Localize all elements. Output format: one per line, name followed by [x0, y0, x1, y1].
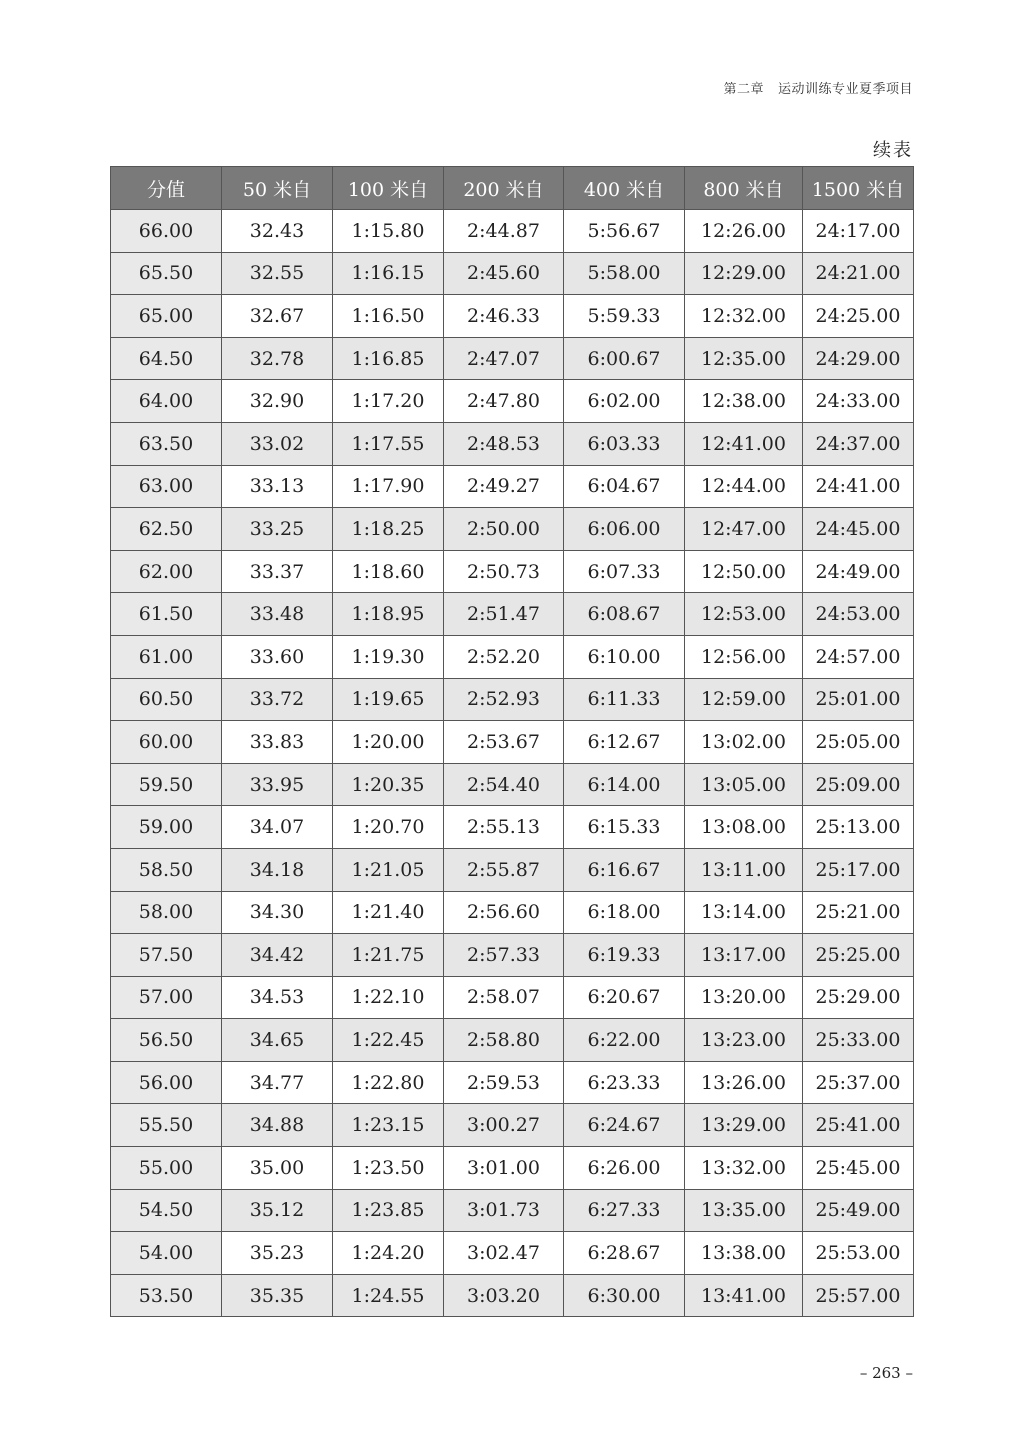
time-cell: 34.53 — [222, 976, 333, 1019]
score-cell: 60.00 — [111, 721, 222, 764]
time-cell: 12:47.00 — [685, 508, 803, 551]
table-row — [111, 1061, 914, 1104]
time-cell: 25:01.00 — [803, 678, 914, 721]
time-cell: 2:47.07 — [444, 337, 564, 380]
table-row — [111, 763, 914, 806]
table-row — [111, 465, 914, 508]
time-cell: 6:08.67 — [564, 593, 685, 636]
time-cell: 3:01.00 — [444, 1147, 564, 1190]
time-cell: 6:19.33 — [564, 934, 685, 977]
time-cell: 6:04.67 — [564, 465, 685, 508]
time-cell: 24:53.00 — [803, 593, 914, 636]
time-cell: 33.72 — [222, 678, 333, 721]
time-cell: 1:17.90 — [333, 465, 444, 508]
score-cell: 62.50 — [111, 508, 222, 551]
time-cell: 2:47.80 — [444, 380, 564, 423]
time-cell: 32.43 — [222, 210, 333, 253]
time-cell: 12:59.00 — [685, 678, 803, 721]
time-cell: 1:18.95 — [333, 593, 444, 636]
column-header: 50 米自 — [222, 167, 333, 210]
time-cell: 1:22.10 — [333, 976, 444, 1019]
table-row — [111, 721, 914, 764]
table-row — [111, 422, 914, 465]
time-cell: 2:45.60 — [444, 252, 564, 295]
time-cell: 1:19.65 — [333, 678, 444, 721]
time-cell: 25:17.00 — [803, 848, 914, 891]
time-cell: 33.13 — [222, 465, 333, 508]
time-cell: 34.65 — [222, 1019, 333, 1062]
score-cell: 62.00 — [111, 550, 222, 593]
time-cell: 2:59.53 — [444, 1061, 564, 1104]
time-cell: 6:27.33 — [564, 1189, 685, 1232]
table-row — [111, 635, 914, 678]
time-cell: 33.25 — [222, 508, 333, 551]
score-cell: 57.00 — [111, 976, 222, 1019]
time-cell: 6:15.33 — [564, 806, 685, 849]
time-cell: 6:10.00 — [564, 635, 685, 678]
time-cell: 34.30 — [222, 891, 333, 934]
time-cell: 2:52.20 — [444, 635, 564, 678]
score-cell: 64.50 — [111, 337, 222, 380]
time-cell: 6:03.33 — [564, 422, 685, 465]
time-cell: 6:24.67 — [564, 1104, 685, 1147]
column-header: 200 米自 — [444, 167, 564, 210]
score-cell: 56.50 — [111, 1019, 222, 1062]
time-cell: 13:32.00 — [685, 1147, 803, 1190]
score-cell: 55.50 — [111, 1104, 222, 1147]
table-row — [111, 934, 914, 977]
time-cell: 2:50.00 — [444, 508, 564, 551]
table-body — [111, 210, 914, 1317]
time-cell: 25:05.00 — [803, 721, 914, 764]
time-cell: 2:56.60 — [444, 891, 564, 934]
time-cell: 1:23.15 — [333, 1104, 444, 1147]
time-cell: 13:02.00 — [685, 721, 803, 764]
score-cell: 61.00 — [111, 635, 222, 678]
time-cell: 12:35.00 — [685, 337, 803, 380]
column-header: 800 米自 — [685, 167, 803, 210]
score-cell: 58.50 — [111, 848, 222, 891]
score-cell: 66.00 — [111, 210, 222, 253]
time-cell: 1:20.70 — [333, 806, 444, 849]
time-cell: 13:14.00 — [685, 891, 803, 934]
page-number: – 263 – — [859, 1364, 913, 1382]
time-cell: 13:17.00 — [685, 934, 803, 977]
time-cell: 2:55.87 — [444, 848, 564, 891]
score-cell: 65.00 — [111, 295, 222, 338]
time-cell: 25:57.00 — [803, 1274, 914, 1317]
time-cell: 6:18.00 — [564, 891, 685, 934]
table-row — [111, 806, 914, 849]
time-cell: 13:23.00 — [685, 1019, 803, 1062]
time-cell: 32.55 — [222, 252, 333, 295]
table-header-row — [111, 167, 914, 210]
time-cell: 2:53.67 — [444, 721, 564, 764]
score-cell: 54.00 — [111, 1232, 222, 1275]
table-row — [111, 1274, 914, 1317]
time-cell: 2:54.40 — [444, 763, 564, 806]
time-cell: 35.12 — [222, 1189, 333, 1232]
table-row — [111, 1232, 914, 1275]
time-cell: 2:58.07 — [444, 976, 564, 1019]
time-cell: 6:02.00 — [564, 380, 685, 423]
time-cell: 6:07.33 — [564, 550, 685, 593]
time-cell: 2:51.47 — [444, 593, 564, 636]
time-cell: 13:41.00 — [685, 1274, 803, 1317]
score-cell: 61.50 — [111, 593, 222, 636]
time-cell: 3:02.47 — [444, 1232, 564, 1275]
time-cell: 1:20.35 — [333, 763, 444, 806]
table-row — [111, 550, 914, 593]
time-cell: 1:21.75 — [333, 934, 444, 977]
time-cell: 1:16.50 — [333, 295, 444, 338]
table-row — [111, 1019, 914, 1062]
time-cell: 12:26.00 — [685, 210, 803, 253]
time-cell: 1:16.15 — [333, 252, 444, 295]
time-cell: 12:29.00 — [685, 252, 803, 295]
score-cell: 58.00 — [111, 891, 222, 934]
time-cell: 3:03.20 — [444, 1274, 564, 1317]
score-cell: 57.50 — [111, 934, 222, 977]
time-cell: 12:56.00 — [685, 635, 803, 678]
score-cell: 65.50 — [111, 252, 222, 295]
time-cell: 1:15.80 — [333, 210, 444, 253]
time-cell: 25:45.00 — [803, 1147, 914, 1190]
score-cell: 53.50 — [111, 1274, 222, 1317]
table-row — [111, 678, 914, 721]
time-cell: 12:41.00 — [685, 422, 803, 465]
time-cell: 1:22.80 — [333, 1061, 444, 1104]
time-cell: 34.88 — [222, 1104, 333, 1147]
column-header: 1500 米自 — [803, 167, 914, 210]
time-cell: 2:52.93 — [444, 678, 564, 721]
time-cell: 25:37.00 — [803, 1061, 914, 1104]
time-cell: 34.07 — [222, 806, 333, 849]
time-cell: 34.77 — [222, 1061, 333, 1104]
time-cell: 24:21.00 — [803, 252, 914, 295]
time-cell: 6:14.00 — [564, 763, 685, 806]
time-cell: 12:32.00 — [685, 295, 803, 338]
time-cell: 1:23.50 — [333, 1147, 444, 1190]
column-header: 分值 — [111, 167, 222, 210]
score-cell: 56.00 — [111, 1061, 222, 1104]
time-cell: 3:00.27 — [444, 1104, 564, 1147]
table-row — [111, 891, 914, 934]
time-cell: 13:29.00 — [685, 1104, 803, 1147]
table-row — [111, 593, 914, 636]
time-cell: 2:49.27 — [444, 465, 564, 508]
time-cell: 34.18 — [222, 848, 333, 891]
time-cell: 5:58.00 — [564, 252, 685, 295]
time-cell: 12:44.00 — [685, 465, 803, 508]
time-cell: 25:41.00 — [803, 1104, 914, 1147]
time-cell: 25:21.00 — [803, 891, 914, 934]
time-cell: 13:35.00 — [685, 1189, 803, 1232]
time-cell: 24:49.00 — [803, 550, 914, 593]
time-cell: 32.78 — [222, 337, 333, 380]
time-cell: 13:11.00 — [685, 848, 803, 891]
time-cell: 35.00 — [222, 1147, 333, 1190]
table-row — [111, 337, 914, 380]
time-cell: 2:50.73 — [444, 550, 564, 593]
section-label: 运动训练专业夏季项目 — [777, 82, 913, 97]
time-cell: 33.02 — [222, 422, 333, 465]
time-cell: 6:16.67 — [564, 848, 685, 891]
table-row — [111, 295, 914, 338]
time-cell: 2:48.53 — [444, 422, 564, 465]
time-cell: 2:44.87 — [444, 210, 564, 253]
time-cell: 25:33.00 — [803, 1019, 914, 1062]
time-cell: 24:33.00 — [803, 380, 914, 423]
time-cell: 1:19.30 — [333, 635, 444, 678]
table-row — [111, 1147, 914, 1190]
time-cell: 33.83 — [222, 721, 333, 764]
table-row — [111, 1189, 914, 1232]
time-cell: 2:57.33 — [444, 934, 564, 977]
time-cell: 25:09.00 — [803, 763, 914, 806]
time-cell: 6:12.67 — [564, 721, 685, 764]
time-cell: 1:17.20 — [333, 380, 444, 423]
time-cell: 35.35 — [222, 1274, 333, 1317]
score-cell: 55.00 — [111, 1147, 222, 1190]
continued-table-label: 续表 — [873, 140, 913, 161]
time-cell: 25:29.00 — [803, 976, 914, 1019]
time-cell: 1:16.85 — [333, 337, 444, 380]
time-cell: 1:21.05 — [333, 848, 444, 891]
time-cell: 6:26.00 — [564, 1147, 685, 1190]
time-cell: 6:28.67 — [564, 1232, 685, 1275]
time-cell: 13:08.00 — [685, 806, 803, 849]
time-cell: 1:24.55 — [333, 1274, 444, 1317]
time-cell: 5:59.33 — [564, 295, 685, 338]
score-cell: 60.50 — [111, 678, 222, 721]
time-cell: 5:56.67 — [564, 210, 685, 253]
time-cell: 24:29.00 — [803, 337, 914, 380]
time-cell: 6:11.33 — [564, 678, 685, 721]
time-cell: 1:24.20 — [333, 1232, 444, 1275]
time-cell: 6:20.67 — [564, 976, 685, 1019]
time-cell: 13:20.00 — [685, 976, 803, 1019]
time-cell: 1:21.40 — [333, 891, 444, 934]
time-cell: 6:23.33 — [564, 1061, 685, 1104]
time-cell: 6:06.00 — [564, 508, 685, 551]
running-header — [723, 78, 913, 97]
time-cell: 6:22.00 — [564, 1019, 685, 1062]
time-cell: 12:53.00 — [685, 593, 803, 636]
time-cell: 25:49.00 — [803, 1189, 914, 1232]
chapter-label: 第二章 — [723, 82, 764, 97]
time-cell: 24:41.00 — [803, 465, 914, 508]
time-cell: 1:18.60 — [333, 550, 444, 593]
time-cell: 2:58.80 — [444, 1019, 564, 1062]
time-cell: 6:30.00 — [564, 1274, 685, 1317]
time-cell: 1:18.25 — [333, 508, 444, 551]
time-cell: 2:46.33 — [444, 295, 564, 338]
score-cell: 59.00 — [111, 806, 222, 849]
table-row — [111, 252, 914, 295]
time-cell: 6:00.67 — [564, 337, 685, 380]
time-cell: 33.37 — [222, 550, 333, 593]
time-cell: 1:22.45 — [333, 1019, 444, 1062]
time-cell: 25:53.00 — [803, 1232, 914, 1275]
time-cell: 24:25.00 — [803, 295, 914, 338]
table-row — [111, 210, 914, 253]
time-cell: 33.95 — [222, 763, 333, 806]
time-cell: 24:37.00 — [803, 422, 914, 465]
score-table — [110, 166, 914, 1317]
score-cell: 64.00 — [111, 380, 222, 423]
score-cell: 54.50 — [111, 1189, 222, 1232]
table-row — [111, 976, 914, 1019]
score-cell: 63.00 — [111, 465, 222, 508]
time-cell: 25:25.00 — [803, 934, 914, 977]
column-header: 400 米自 — [564, 167, 685, 210]
time-cell: 25:13.00 — [803, 806, 914, 849]
time-cell: 13:38.00 — [685, 1232, 803, 1275]
time-cell: 2:55.13 — [444, 806, 564, 849]
time-cell: 33.60 — [222, 635, 333, 678]
time-cell: 12:50.00 — [685, 550, 803, 593]
table-row — [111, 508, 914, 551]
time-cell: 1:20.00 — [333, 721, 444, 764]
time-cell: 24:57.00 — [803, 635, 914, 678]
time-cell: 34.42 — [222, 934, 333, 977]
time-cell: 12:38.00 — [685, 380, 803, 423]
table-row — [111, 848, 914, 891]
time-cell: 1:23.85 — [333, 1189, 444, 1232]
time-cell: 24:17.00 — [803, 210, 914, 253]
score-cell: 59.50 — [111, 763, 222, 806]
table-row — [111, 380, 914, 423]
time-cell: 3:01.73 — [444, 1189, 564, 1232]
score-cell: 63.50 — [111, 422, 222, 465]
table-row — [111, 1104, 914, 1147]
column-header: 100 米自 — [333, 167, 444, 210]
time-cell: 32.90 — [222, 380, 333, 423]
time-cell: 13:05.00 — [685, 763, 803, 806]
time-cell: 13:26.00 — [685, 1061, 803, 1104]
time-cell: 1:17.55 — [333, 422, 444, 465]
time-cell: 32.67 — [222, 295, 333, 338]
time-cell: 35.23 — [222, 1232, 333, 1275]
time-cell: 33.48 — [222, 593, 333, 636]
time-cell: 24:45.00 — [803, 508, 914, 551]
